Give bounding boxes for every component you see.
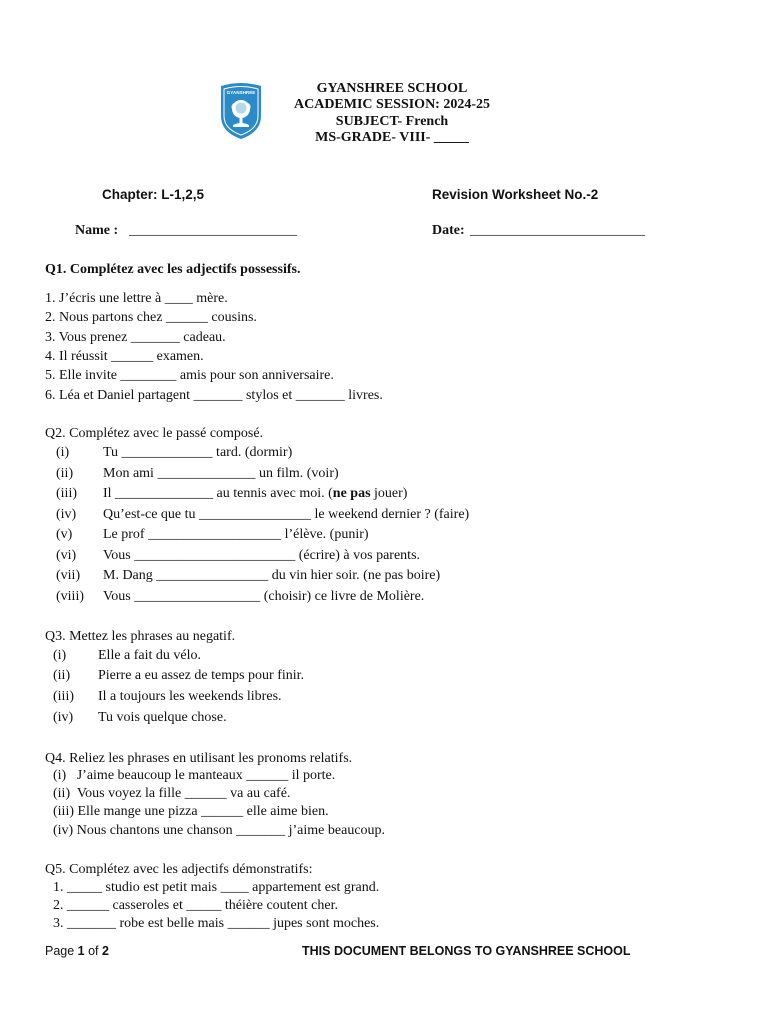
item-text-bold: ne pas (332, 486, 371, 501)
q5-title: Q5. Complétez avec les adjectifs démonstratifs: (45, 862, 313, 877)
item-text: Le prof ___________________ l’élève. (punir) (103, 527, 369, 542)
name-label: Name : (75, 223, 119, 238)
item-text (103, 486, 407, 502)
q1-item: 6. Léa et Daniel partagent _______ stylos et _______ livres. (45, 388, 383, 403)
q4-item: (iv) Nous chantons une chanson _______ j’aime beaucoup. (53, 823, 386, 838)
date-blank[interactable]: _________________________ (470, 223, 645, 238)
item-number: (viii) (56, 589, 84, 604)
item-text: Tu vois quelque chose. (98, 710, 227, 725)
name-blank[interactable]: ________________________ (129, 223, 297, 238)
item-number: (iv) (53, 710, 74, 725)
page-total: 2 (102, 944, 109, 958)
item-text: Elle a fait du vélo. (98, 648, 202, 663)
subject: SUBJECT- French (335, 114, 449, 129)
item-number: (iv) (56, 507, 77, 522)
item-text: Il a toujours les weekends libres. (98, 689, 282, 704)
item-number: (ii) (56, 466, 74, 481)
q1-item: 2. Nous partons chez ______ cousins. (45, 310, 257, 325)
ownership-notice: THIS DOCUMENT BELONGS TO GYANSHREE SCHOOL (302, 944, 631, 958)
item-number: (i) (53, 648, 67, 663)
q4-item: (i) J’aime beaucoup le manteaux ______ il porte. (53, 768, 336, 783)
q2-title: Q2. Complétez avec le passé composé. (45, 426, 264, 441)
item-text: Qu’est-ce que tu ________________ le weekend dernier ? (faire) (103, 507, 470, 522)
q1-item: 5. Elle invite ________ amis pour son anniversaire. (45, 368, 334, 383)
q5-item: 3. _______ robe est belle mais ______ jupes sont moches. (53, 916, 380, 931)
q1-title: Q1. Complétez avec les adjectifs possessifs. (45, 262, 301, 277)
date-label: Date: (432, 223, 465, 238)
item-number: (ii) (53, 668, 71, 683)
q1-item: 4. Il réussit ______ examen. (45, 349, 204, 364)
item-text: Vous __________________ (choisir) ce livre de Molière. (103, 589, 425, 604)
q4-item: (iii) Elle mange une pizza ______ elle aime bien. (53, 804, 329, 819)
q1-item: 1. J’écris une lettre à ____ mère. (45, 291, 228, 306)
grade: MS-GRADE- VIII- _____ (315, 130, 469, 145)
item-number: (iii) (53, 689, 74, 704)
q3-title: Q3. Mettez les phrases au negatif. (45, 629, 236, 644)
q4-title: Q4. Reliez les phrases en utilisant les pronoms relatifs. (45, 751, 353, 766)
item-text: Tu _____________ tard. (dormir) (103, 445, 293, 460)
item-number: (i) (56, 445, 70, 460)
item-number: (iii) (56, 486, 77, 501)
item-text: Mon ami ______________ un film. (voir) (103, 466, 339, 481)
item-text: Vous _______________________ (écrire) à vos parents. (103, 548, 421, 563)
page-prefix: Page (45, 944, 78, 958)
logo-text: GYANSHREE (226, 90, 256, 95)
q1-item: 3. Vous prenez _______ cadeau. (45, 330, 226, 345)
chapter-label: Chapter: L-1,2,5 (102, 187, 205, 202)
item-text: Pierre a eu assez de temps pour finir. (98, 668, 305, 683)
item-number: (vii) (56, 568, 81, 583)
page-of: of (84, 944, 102, 958)
q4-item: (ii) Vous voyez la fille ______ va au café. (53, 786, 291, 801)
item-text-post: jouer) (370, 486, 408, 501)
school-name: GYANSHREE SCHOOL (316, 81, 468, 96)
item-text: M. Dang ________________ du vin hier soir. (ne pas boire) (103, 568, 441, 583)
item-number: (vi) (56, 548, 77, 563)
q5-item: 2. ______ casseroles et _____ théière coutent cher. (53, 898, 338, 913)
page-current: 1 (77, 944, 85, 958)
q5-item: 1. _____ studio est petit mais ____ appartement est grand. (53, 880, 380, 895)
page-indicator (45, 944, 109, 958)
item-text-pre: Il ______________ au tennis avec moi. ( (103, 486, 333, 501)
worksheet-label: Revision Worksheet No.-2 (432, 187, 599, 202)
item-number: (v) (56, 527, 73, 542)
academic-session: ACADEMIC SESSION: 2024-25 (293, 97, 491, 112)
